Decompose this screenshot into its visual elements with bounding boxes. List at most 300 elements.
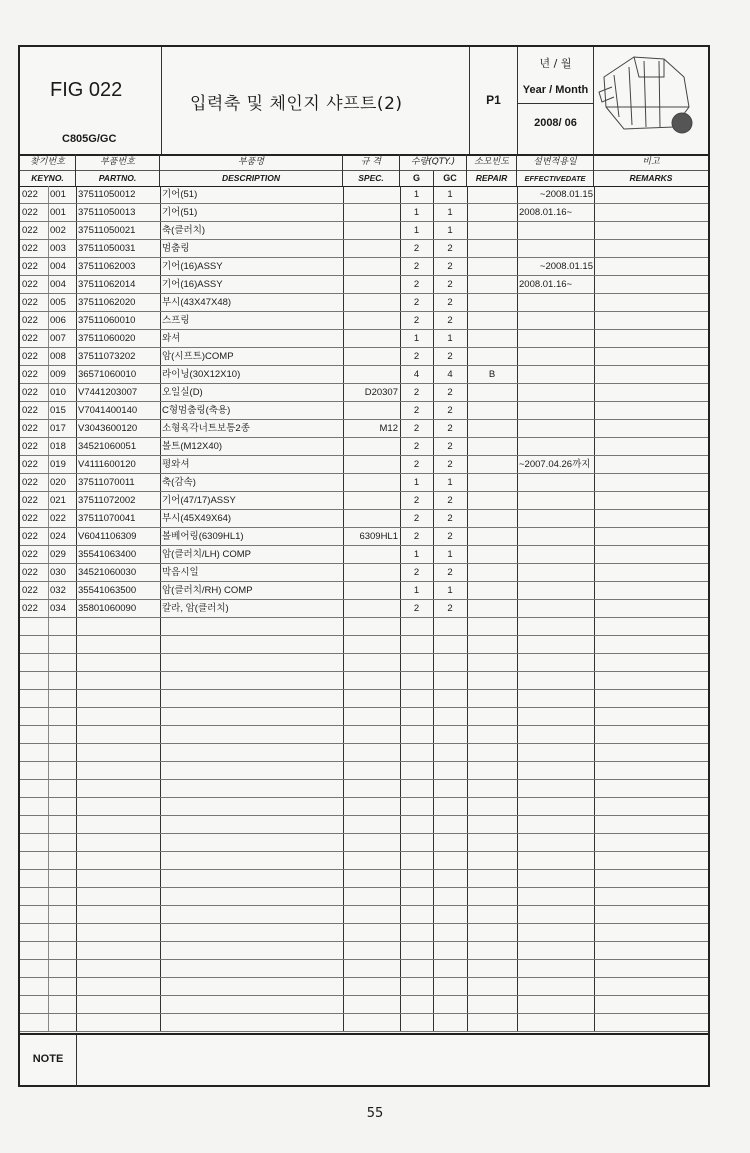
cell-key: 007: [50, 333, 66, 344]
table-row: [20, 402, 708, 420]
cell-g: 1: [413, 225, 420, 236]
cell-desc: 축(클러치): [162, 225, 206, 236]
table-row: [20, 438, 708, 456]
cell-desc: 라이닝(30X12X10): [162, 369, 241, 380]
cell-key: 021: [50, 495, 66, 506]
cell-repair: [467, 330, 517, 347]
table-row: [20, 474, 708, 492]
col-remarks-en: REMARKS: [629, 173, 673, 183]
cell-partno: 37511072002: [78, 495, 136, 506]
table-row: [20, 222, 708, 240]
cell-key: 015: [50, 405, 66, 416]
cell-partno: 35541063400: [78, 549, 137, 560]
col-qty-gc: GC: [443, 173, 457, 183]
cell-partno: 34521060051: [78, 441, 137, 452]
cell-g: 2: [413, 567, 420, 578]
col-spec: [343, 154, 400, 186]
col-description: [160, 154, 343, 186]
page-number: 55: [366, 1106, 384, 1121]
empty-row: [20, 690, 708, 708]
empty-row: [20, 942, 708, 960]
cell-fig: 022: [22, 531, 38, 542]
cell-repair: [467, 312, 517, 329]
cell-key: 019: [50, 459, 66, 470]
cell-partno: 35541063500: [78, 585, 137, 596]
cell-eff: [519, 438, 593, 455]
cell-fig: 022: [22, 441, 38, 452]
col-partno-en: PARTNO.: [98, 173, 137, 183]
cell-gc: 1: [447, 549, 453, 560]
empty-row: [20, 834, 708, 852]
cell-gc: 1: [447, 477, 453, 488]
cell-eff: [519, 312, 593, 329]
cell-eff: ~2007.04.26까지: [519, 459, 591, 470]
sheet-header: [20, 47, 708, 156]
cell-key: 009: [50, 369, 66, 380]
table-row: [20, 312, 708, 330]
cell-spec: [343, 474, 400, 491]
parts-list-sheet: [18, 45, 710, 1087]
cell-partno: V7041400140: [78, 405, 138, 416]
cell-fig: 022: [22, 585, 38, 596]
cell-eff: [519, 528, 593, 545]
cell-g: 1: [413, 585, 420, 596]
cell-gc: 1: [447, 189, 453, 200]
cell-desc: C형멈춤링(축용): [162, 405, 231, 416]
cell-gc: 1: [447, 585, 453, 596]
cell-repair: [467, 600, 517, 617]
page-id-cell: [470, 47, 518, 154]
cell-spec: [343, 582, 400, 599]
table-row: [20, 258, 708, 276]
cell-repair: [467, 402, 517, 419]
table-row: [20, 564, 708, 582]
cell-key: 029: [50, 549, 66, 560]
col-remarks: [594, 154, 708, 186]
cell-gc: 2: [447, 297, 453, 308]
cell-eff: [519, 348, 593, 365]
cell-g: 2: [413, 513, 420, 524]
cell-fig: 022: [22, 567, 38, 578]
cell-repair: [467, 222, 517, 239]
table-row: [20, 528, 708, 546]
cell-spec: 6309HL1: [359, 531, 398, 542]
cell-g: 2: [413, 315, 420, 326]
cell-g: 2: [413, 459, 420, 470]
cell-spec: [343, 312, 400, 329]
cell-repair: [467, 186, 517, 203]
cell-repair: [467, 456, 517, 473]
cell-repair: [467, 528, 517, 545]
cell-g: 2: [413, 441, 420, 452]
cell-fig: 022: [22, 189, 38, 200]
table-row: [20, 204, 708, 222]
cell-partno: 37511062014: [78, 279, 136, 290]
note-label: NOTE: [20, 1035, 77, 1087]
cell-fig: 022: [22, 549, 38, 560]
cell-eff: 2008.01.16~: [519, 279, 573, 290]
parts-table-body: [20, 186, 708, 1032]
cell-eff: [519, 240, 593, 257]
cell-repair: [467, 348, 517, 365]
cell-partno: 37511050031: [78, 243, 136, 254]
cell-partno: 36571060010: [78, 369, 137, 380]
cell-g: 2: [413, 531, 420, 542]
cell-partno: 37511062003: [78, 261, 136, 272]
cell-eff: [519, 564, 593, 581]
cell-repair: [467, 492, 517, 509]
cell-key: 018: [50, 441, 66, 452]
cell-key: 024: [50, 531, 66, 542]
cell-eff: [519, 474, 593, 491]
cell-fig: 022: [22, 261, 38, 272]
year-month-label-en: Year / Month: [522, 84, 589, 96]
table-row: [20, 294, 708, 312]
fig-code: FIG 022: [50, 79, 123, 101]
col-effective-date: [517, 154, 594, 186]
cell-eff: ~2008.01.15: [539, 189, 593, 200]
cell-desc: 암(시프트)COMP: [162, 351, 234, 362]
machine-illustration-cell: [594, 47, 708, 154]
table-row: [20, 420, 708, 438]
cell-key: 001: [50, 189, 66, 200]
cell-repair: [467, 510, 517, 527]
cell-repair: B: [488, 369, 496, 380]
cell-spec: [343, 348, 400, 365]
cell-desc: 기어(51): [162, 207, 198, 218]
cell-desc: 오일실(D): [162, 387, 203, 398]
cell-desc: 암(클러치/RH) COMP: [162, 585, 253, 596]
cell-gc: 2: [447, 531, 453, 542]
table-row: [20, 330, 708, 348]
empty-row: [20, 960, 708, 978]
cell-gc: 2: [447, 495, 453, 506]
cell-key: 022: [50, 513, 66, 524]
cell-fig: 022: [22, 603, 38, 614]
cell-desc: 축(감속): [162, 477, 196, 488]
page-id: P1: [486, 93, 501, 107]
cell-eff: [519, 582, 593, 599]
cell-g: 1: [413, 207, 420, 218]
cell-key: 004: [50, 261, 66, 272]
col-partno-kr: 부품번호: [76, 154, 159, 171]
cell-desc: 볼트(M12X40): [162, 441, 223, 452]
cell-partno: 37511062020: [78, 297, 136, 308]
cell-repair: [467, 240, 517, 257]
cell-key: 020: [50, 477, 66, 488]
cell-gc: 2: [447, 315, 453, 326]
cell-fig: 022: [22, 279, 38, 290]
empty-row: [20, 906, 708, 924]
cell-fig: 022: [22, 459, 38, 470]
cell-fig: 022: [22, 297, 38, 308]
cell-key: 034: [50, 603, 66, 614]
cell-spec: [343, 600, 400, 617]
cell-desc: 기어(16)ASSY: [162, 279, 223, 290]
empty-row: [20, 870, 708, 888]
cell-key: 002: [50, 225, 66, 236]
cell-repair: [467, 294, 517, 311]
col-repair-en: REPAIR: [475, 173, 508, 183]
cell-repair: [467, 420, 517, 437]
cell-spec: [343, 258, 400, 275]
empty-row: [20, 654, 708, 672]
cell-desc: 기어(16)ASSY: [162, 261, 223, 272]
cell-eff: 2008.01.16~: [519, 207, 573, 218]
cell-gc: 4: [447, 369, 453, 380]
cell-repair: [467, 258, 517, 275]
cell-repair: [467, 204, 517, 221]
cell-desc: 스프링: [162, 315, 190, 326]
cell-gc: 2: [447, 279, 453, 290]
cell-desc: 막음시일: [162, 567, 199, 578]
empty-row: [20, 798, 708, 816]
table-row: [20, 348, 708, 366]
machine-illustration: [594, 47, 708, 154]
cell-g: 2: [413, 279, 420, 290]
cell-key: 006: [50, 315, 66, 326]
cell-fig: 022: [22, 423, 38, 434]
empty-row: [20, 636, 708, 654]
cell-key: 010: [50, 387, 66, 398]
col-partno: [76, 154, 160, 186]
cell-g: 2: [413, 387, 420, 398]
col-keyno-kr: 찾기번호: [20, 154, 75, 171]
table-row: [20, 510, 708, 528]
empty-row: [20, 996, 708, 1014]
cell-key: 003: [50, 243, 66, 254]
cell-spec: [343, 438, 400, 455]
year-month-value: 2008/ 06: [534, 117, 577, 129]
cell-spec: [343, 492, 400, 509]
table-row: [20, 240, 708, 258]
col-remarks-kr: 비고: [594, 154, 708, 171]
cell-desc: 부시(43X47X48): [162, 297, 232, 308]
empty-row: [20, 978, 708, 996]
cell-partno: 37511073202: [78, 351, 136, 362]
cell-spec: [343, 510, 400, 527]
cell-spec: [343, 204, 400, 221]
col-keyno-en: KEYNO.: [31, 173, 64, 183]
cell-spec: [343, 222, 400, 239]
cell-desc: 평와셔: [162, 459, 190, 470]
cell-fig: 022: [22, 513, 38, 524]
cell-key: 001: [50, 207, 66, 218]
cell-partno: 37511050012: [78, 189, 136, 200]
cell-g: 2: [413, 351, 420, 362]
cell-partno: V3043600120: [78, 423, 138, 434]
cell-partno: 37511060010: [78, 315, 136, 326]
cell-gc: 1: [447, 225, 453, 236]
cell-partno: V6041106309: [78, 531, 137, 542]
cell-desc: 볼베어링(6309HL1): [162, 531, 244, 542]
col-qty-kr: 수량(QTY.): [400, 154, 466, 171]
cell-key: 004: [50, 279, 66, 290]
column-header-row: [20, 154, 708, 187]
cell-fig: 022: [22, 387, 38, 398]
cell-desc: 멈춤링: [162, 243, 190, 254]
year-month-cell: [518, 47, 594, 154]
cell-fig: 022: [22, 225, 38, 236]
cell-gc: 2: [447, 567, 453, 578]
cell-eff: ~2008.01.15: [539, 261, 593, 272]
cell-fig: 022: [22, 333, 38, 344]
cell-partno: V7441203007: [78, 387, 138, 398]
cell-gc: 1: [447, 207, 453, 218]
cell-spec: [343, 240, 400, 257]
cell-repair: [467, 474, 517, 491]
col-eff-kr: 설변적용일: [517, 154, 593, 171]
table-row: [20, 276, 708, 294]
cell-partno: 37511070011: [78, 477, 135, 488]
cell-eff: [519, 222, 593, 239]
cell-spec: [343, 564, 400, 581]
cell-key: 032: [50, 585, 66, 596]
cell-eff: [519, 546, 593, 563]
year-month-label-kr: 년 / 월: [539, 57, 572, 70]
col-qty: [400, 154, 467, 186]
cell-g: 2: [413, 495, 420, 506]
cell-spec: [343, 402, 400, 419]
cell-eff: [519, 600, 593, 617]
col-spec-en: SPEC.: [358, 173, 384, 183]
col-keyno: [20, 154, 76, 186]
empty-row: [20, 708, 708, 726]
empty-row: [20, 816, 708, 834]
col-qty-g: G: [400, 171, 434, 186]
col-desc-en: DESCRIPTION: [221, 173, 281, 183]
page-title: 입력축 및 체인지 샤프트(2): [190, 94, 403, 114]
cell-partno: 34521060030: [78, 567, 137, 578]
cell-repair: [467, 276, 517, 293]
col-repair-kr: 소모빈도: [467, 154, 516, 171]
table-row: [20, 456, 708, 474]
cell-g: 2: [413, 603, 420, 614]
cell-desc: 암(클러치/LH) COMP: [162, 549, 251, 560]
cell-desc: 소형육각너트보통2종: [162, 423, 250, 434]
cell-spec: [343, 294, 400, 311]
fig-cell: [20, 47, 162, 154]
empty-row: [20, 780, 708, 798]
cell-repair: [467, 438, 517, 455]
cell-fig: 022: [22, 495, 38, 506]
cell-key: 005: [50, 297, 66, 308]
cell-eff: [519, 384, 593, 401]
cell-eff: [519, 366, 593, 383]
table-row: [20, 186, 708, 204]
cell-fig: 022: [22, 369, 38, 380]
cell-partno: 37511050013: [78, 207, 136, 218]
cell-g: 2: [413, 405, 420, 416]
col-spec-kr: 규 격: [343, 154, 399, 171]
cell-gc: 2: [447, 603, 453, 614]
note-section: [20, 1033, 708, 1087]
cell-eff: [519, 510, 593, 527]
cell-eff: [519, 330, 593, 347]
cell-g: 2: [413, 423, 420, 434]
cell-desc: 칼라, 암(클러치): [162, 603, 229, 614]
table-row: [20, 582, 708, 600]
cell-repair: [467, 384, 517, 401]
table-row: [20, 384, 708, 402]
cell-g: 1: [413, 477, 420, 488]
table-row: [20, 600, 708, 618]
cell-gc: 2: [447, 405, 453, 416]
cell-g: 1: [413, 333, 420, 344]
cell-spec: [343, 186, 400, 203]
cell-g: 1: [413, 189, 420, 200]
cell-spec: [343, 330, 400, 347]
cell-partno: 35801060090: [78, 603, 137, 614]
empty-row: [20, 852, 708, 870]
cell-g: 1: [413, 549, 420, 560]
cell-desc: 기어(51): [162, 189, 198, 200]
col-desc-kr: 부품명: [160, 154, 342, 171]
cell-gc: 2: [447, 423, 453, 434]
cell-key: 030: [50, 567, 66, 578]
cell-fig: 022: [22, 207, 38, 218]
empty-row: [20, 888, 708, 906]
empty-row: [20, 618, 708, 636]
cell-spec: D20307: [364, 387, 398, 398]
cell-gc: 2: [447, 513, 453, 524]
cell-gc: 2: [447, 351, 453, 362]
cell-gc: 1: [447, 333, 453, 344]
cell-repair: [467, 564, 517, 581]
title-cell: [162, 47, 470, 154]
empty-row: [20, 672, 708, 690]
cell-gc: 2: [447, 459, 453, 470]
cell-fig: 022: [22, 243, 38, 254]
empty-row: [20, 762, 708, 780]
empty-row: [20, 1014, 708, 1032]
table-row: [20, 546, 708, 564]
cell-key: 017: [50, 423, 66, 434]
cell-g: 2: [413, 297, 420, 308]
empty-row: [20, 924, 708, 942]
cell-gc: 2: [447, 441, 453, 452]
cell-repair: [467, 582, 517, 599]
empty-row: [20, 744, 708, 762]
cell-gc: 2: [447, 387, 453, 398]
cell-spec: [343, 546, 400, 563]
cell-eff: [519, 402, 593, 419]
cell-fig: 022: [22, 405, 38, 416]
cell-partno: V4111600120: [78, 459, 136, 470]
cell-g: 4: [413, 369, 420, 380]
cell-fig: 022: [22, 477, 38, 488]
cell-spec: [343, 366, 400, 383]
cell-partno: 37511070041: [78, 513, 136, 524]
cell-g: 2: [413, 261, 420, 272]
cell-desc: 부시(45X49X64): [162, 513, 232, 524]
cell-partno: 37511060020: [78, 333, 136, 344]
table-row: [20, 366, 708, 384]
cell-g: 2: [413, 243, 420, 254]
cell-key: 008: [50, 351, 66, 362]
cell-gc: 2: [447, 261, 453, 272]
cell-gc: 2: [447, 243, 453, 254]
col-repair: [467, 154, 517, 186]
cell-fig: 022: [22, 351, 38, 362]
col-eff-en: EFFECTIVEDATE: [524, 174, 586, 183]
cell-spec: [343, 456, 400, 473]
cell-eff: [519, 420, 593, 437]
cell-desc: 와셔: [162, 333, 181, 344]
cell-repair: [467, 546, 517, 563]
cell-spec: M12: [379, 423, 398, 434]
cell-eff: [519, 492, 593, 509]
